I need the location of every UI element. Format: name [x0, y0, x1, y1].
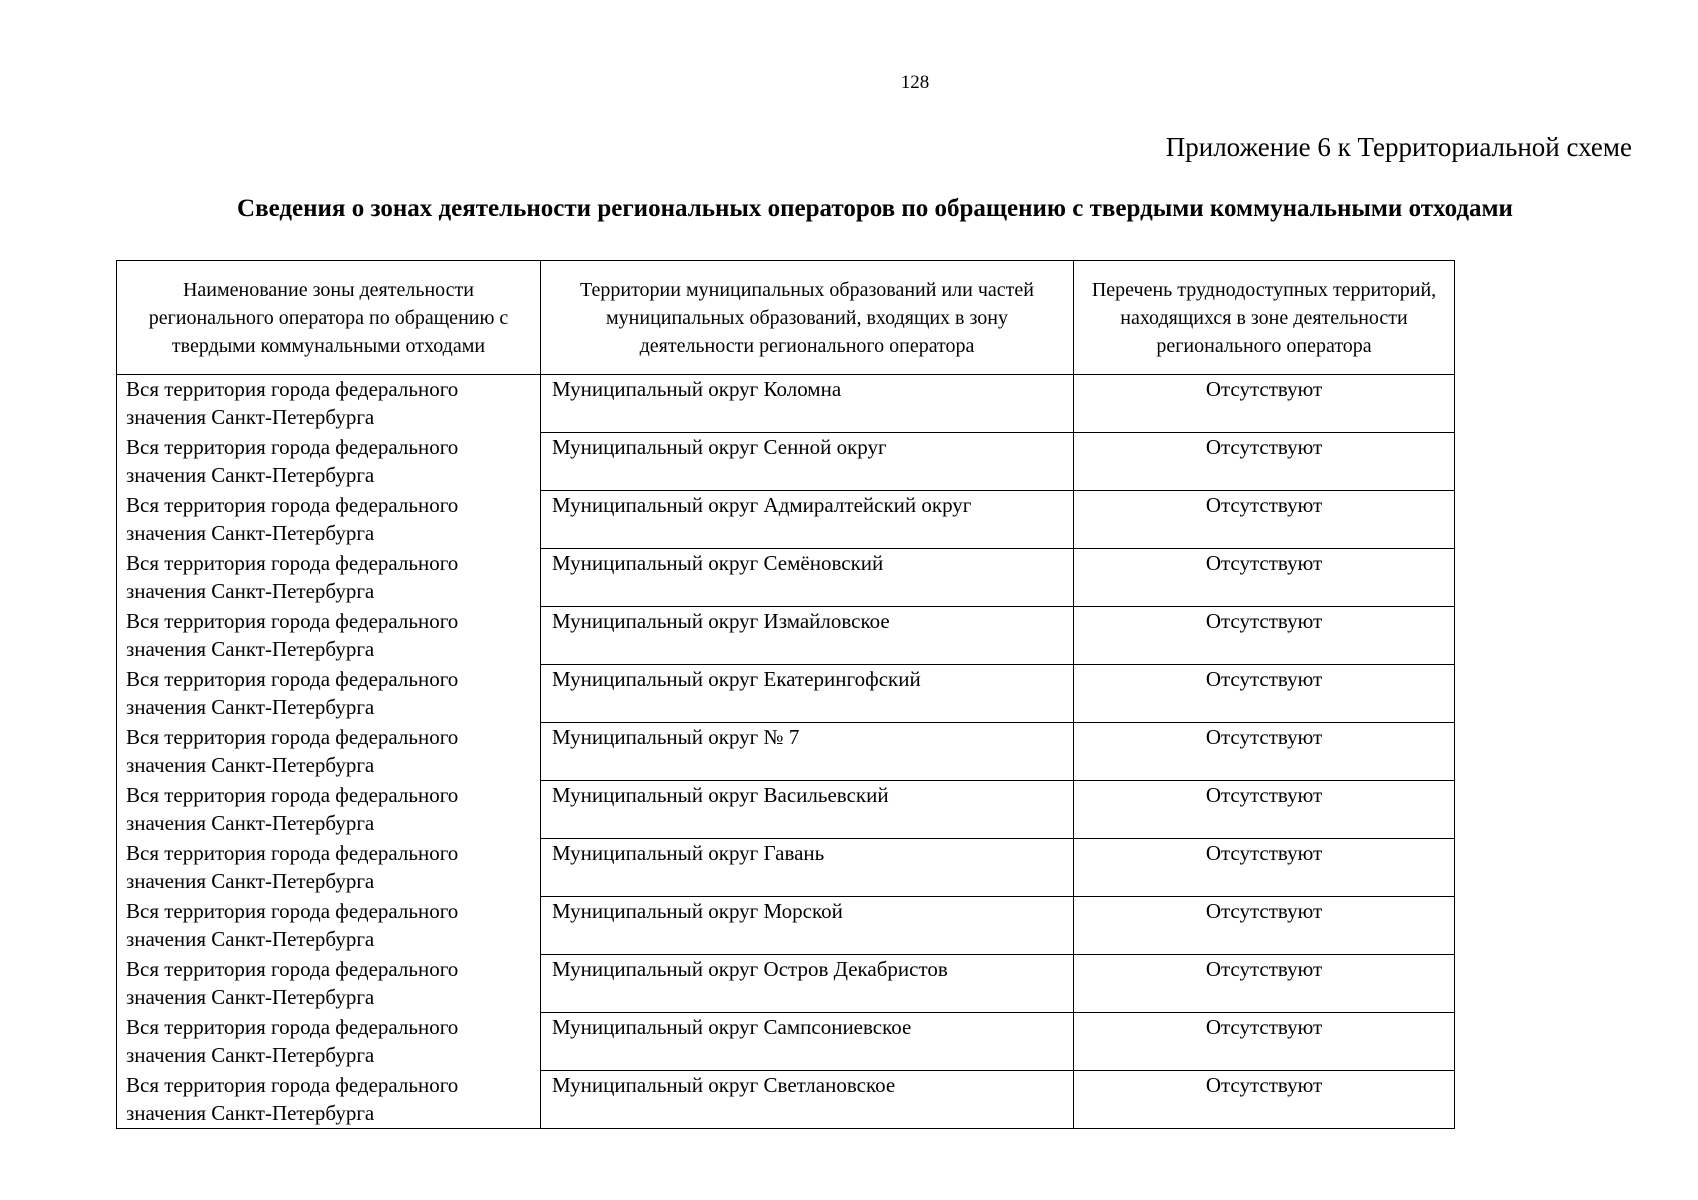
zone-cell: Вся территория города федерального значения Санкт-Петербурга [117, 1071, 541, 1129]
territory-cell: Муниципальный округ Адмиралтейский округ [541, 491, 1074, 549]
zones-table [116, 260, 1455, 1129]
hard-to-reach-cell: Отсутствуют [1074, 433, 1455, 491]
table-row [117, 491, 1455, 549]
header-hard-to-reach: Перечень труднодоступных территорий, находящихся в зоне деятельности регионального оператора [1074, 261, 1455, 375]
table-row [117, 897, 1455, 955]
table-row [117, 549, 1455, 607]
zone-cell: Вся территория города федерального значения Санкт-Петербурга [117, 433, 541, 491]
hard-to-reach-cell: Отсутствуют [1074, 607, 1455, 665]
zone-cell: Вся территория города федерального значения Санкт-Петербурга [117, 781, 541, 839]
table-row [117, 781, 1455, 839]
hard-to-reach-cell: Отсутствуют [1074, 955, 1455, 1013]
appendix-label: Приложение 6 к Территориальной схеме [1165, 132, 1632, 162]
territory-cell: Муниципальный округ Васильевский [541, 781, 1074, 839]
table-header-row [117, 261, 1455, 375]
hard-to-reach-cell: Отсутствуют [1074, 897, 1455, 955]
hard-to-reach-cell: Отсутствуют [1074, 375, 1455, 433]
table-row [117, 607, 1455, 665]
zone-cell: Вся территория города федерального значения Санкт-Петербурга [117, 607, 541, 665]
territory-cell: Муниципальный округ Сампсониевское [541, 1013, 1074, 1071]
header-zone-name: Наименование зоны деятельности регионального оператора по обращению с твердыми коммунальными отходами [117, 261, 541, 375]
hard-to-reach-cell: Отсутствуют [1074, 839, 1455, 897]
table-row [117, 375, 1455, 433]
hard-to-reach-cell: Отсутствуют [1074, 491, 1455, 549]
territory-cell: Муниципальный округ Гавань [541, 839, 1074, 897]
table-row [117, 1013, 1455, 1071]
table-row [117, 433, 1455, 491]
zone-cell: Вся территория города федерального значения Санкт-Петербурга [117, 665, 541, 723]
document-title: Сведения о зонах деятельности региональных операторов по обращению с твердыми коммунальными отходами [237, 195, 1513, 222]
table-row [117, 839, 1455, 897]
territory-cell: Муниципальный округ Екатерингофский [541, 665, 1074, 723]
hard-to-reach-cell: Отсутствуют [1074, 665, 1455, 723]
zone-cell: Вся территория города федерального значения Санкт-Петербурга [117, 897, 541, 955]
hard-to-reach-cell: Отсутствуют [1074, 549, 1455, 607]
territory-cell: Муниципальный округ Морской [541, 897, 1074, 955]
zone-cell: Вся территория города федерального значения Санкт-Петербурга [117, 549, 541, 607]
page-number: 128 [900, 72, 930, 93]
table-row [117, 1071, 1455, 1129]
table-row [117, 723, 1455, 781]
territory-cell: Муниципальный округ Семёновский [541, 549, 1074, 607]
zone-cell: Вся территория города федерального значения Санкт-Петербурга [117, 955, 541, 1013]
territory-cell: Муниципальный округ Светлановское [541, 1071, 1074, 1129]
table-row [117, 665, 1455, 723]
zone-cell: Вся территория города федерального значения Санкт-Петербурга [117, 839, 541, 897]
table-row [117, 955, 1455, 1013]
zone-cell: Вся территория города федерального значения Санкт-Петербурга [117, 491, 541, 549]
territory-cell: Муниципальный округ Сенной округ [541, 433, 1074, 491]
territory-cell: Муниципальный округ Измайловское [541, 607, 1074, 665]
territory-cell: Муниципальный округ № 7 [541, 723, 1074, 781]
zone-cell: Вся территория города федерального значения Санкт-Петербурга [117, 723, 541, 781]
hard-to-reach-cell: Отсутствуют [1074, 1013, 1455, 1071]
territory-cell: Муниципальный округ Коломна [541, 375, 1074, 433]
hard-to-reach-cell: Отсутствуют [1074, 723, 1455, 781]
zone-cell: Вся территория города федерального значения Санкт-Петербурга [117, 1013, 541, 1071]
table-body [117, 375, 1455, 1129]
hard-to-reach-cell: Отсутствуют [1074, 781, 1455, 839]
hard-to-reach-cell: Отсутствуют [1074, 1071, 1455, 1129]
header-territories: Территории муниципальных образований или частей муниципальных образований, входящих в зону деятельности регионального оператора [541, 261, 1074, 375]
territory-cell: Муниципальный округ Остров Декабристов [541, 955, 1074, 1013]
zone-cell: Вся территория города федерального значения Санкт-Петербурга [117, 375, 541, 433]
